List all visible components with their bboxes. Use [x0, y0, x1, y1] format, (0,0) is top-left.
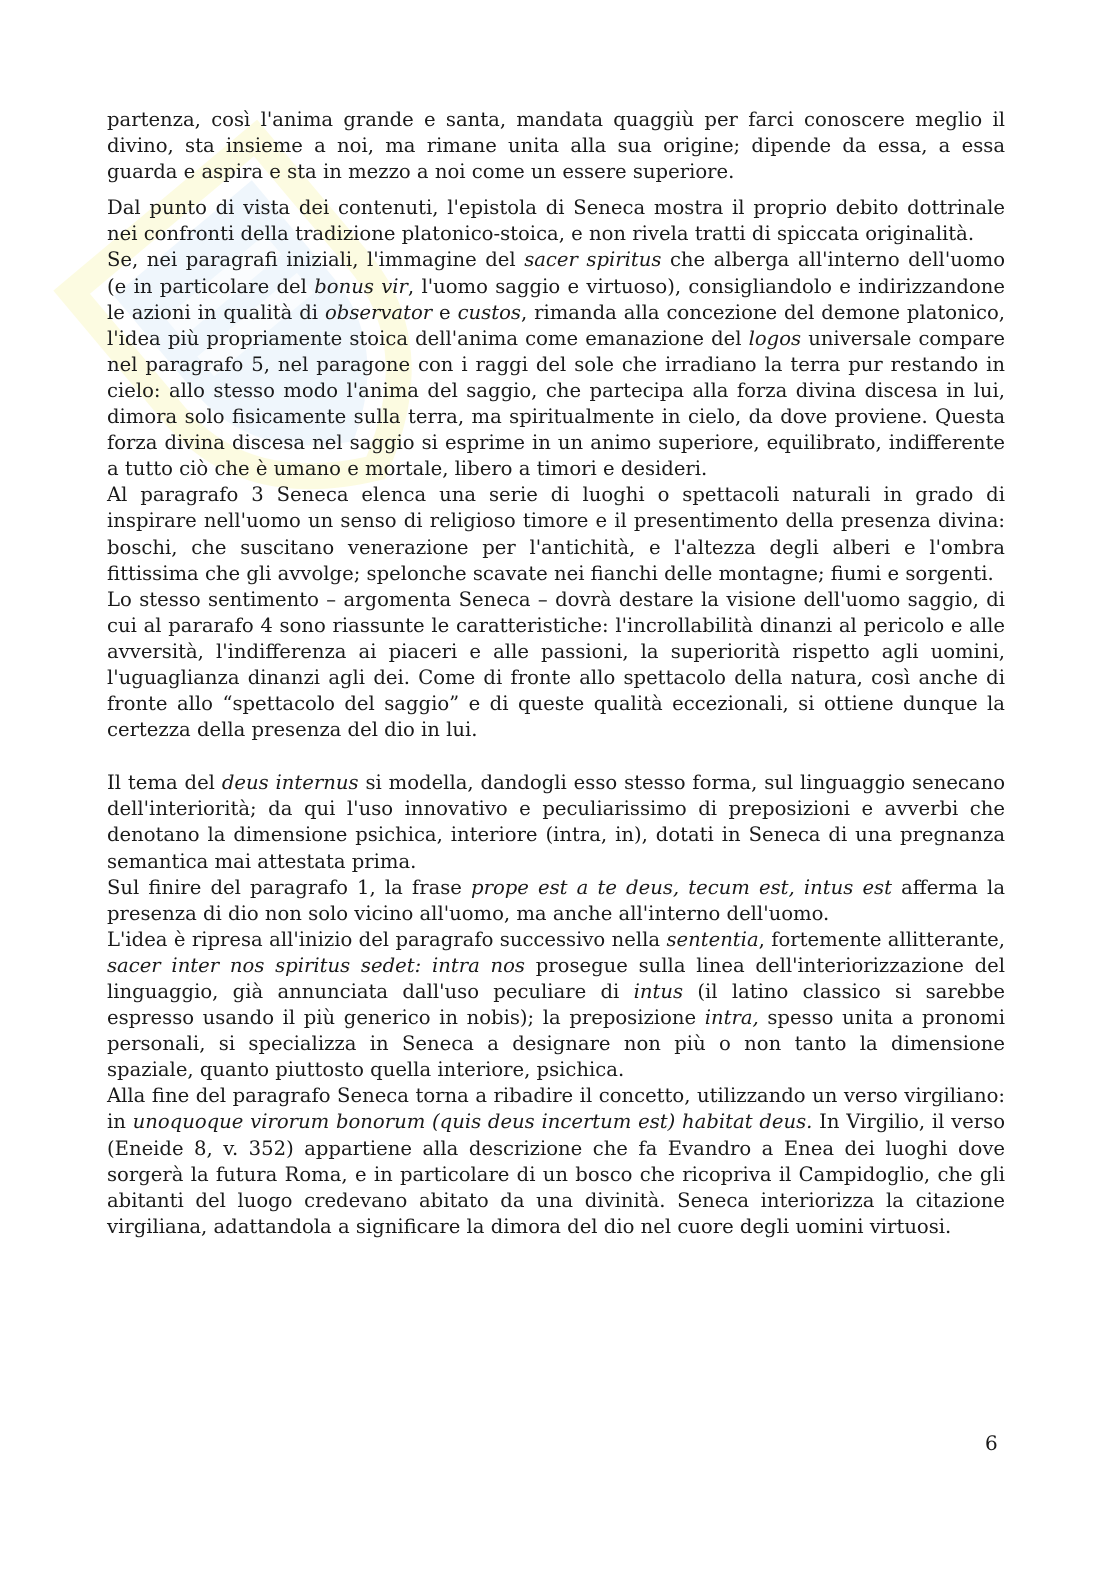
page-number: 6 — [985, 1431, 998, 1455]
italic-text: sententia — [666, 927, 759, 951]
text-run: e — [432, 300, 458, 324]
italic-text: logos — [748, 326, 802, 350]
text-run: Sul finire del paragrafo 1, la frase — [107, 875, 472, 899]
text-run: , rimanda alla concezione del demone platonico, l'idea più propriamente stoica dell'anima come emanazione del — [107, 300, 1005, 350]
italic-text: bonus vir — [314, 274, 408, 298]
text-run: spesso unita a pronomi personali, si specializza in Seneca a designare non più o non tanto la dimensione spaziale, quanto piuttosto quella interiore, psichica. — [107, 1006, 1005, 1082]
italic-text: observator — [324, 300, 433, 324]
text-run: che alberga all'interno dell'uomo (e in particolare del — [107, 248, 1005, 298]
italic-text: intra, — [704, 1006, 759, 1030]
text-run: Al paragrafo 3 Seneca elenca una serie di luoghi o spettacoli naturali in grado di inspirare nell'uomo un senso di religioso timore e il presentimento della presenza divina: boschi, che suscitano venerazione per l'antichità, e l'altezza degli alberi e l'ombra fittissima che gli avvolge; spelonche scavate nei fianchi delle montagne; fiumi e sorgenti. — [107, 483, 1005, 585]
body-paragraph — [107, 875, 1005, 927]
italic-text: intus — [633, 980, 684, 1003]
document-body — [107, 107, 1005, 1240]
body-paragraph — [107, 195, 1005, 247]
italic-text: sacer inter nos spiritus sedet: intra nos — [107, 953, 525, 977]
text-run: Il tema del — [107, 771, 222, 795]
body-paragraph — [107, 770, 1005, 874]
text-run: partenza, così l'anima grande e santa, mandata quaggiù per farci conoscere meglio il divino, sta insieme a noi, ma rimane unita alla sua origine; dipende da essa, a essa guarda e aspira e sta in mezzo a noi come un essere superiore. — [107, 108, 1005, 184]
text-run: , l'uomo saggio e virtuoso), consigliandolo e indirizzandone le azioni in qualità di — [107, 274, 1005, 324]
text-run: In Virgilio, il verso (Eneide 8, v. 352) appartiene alla descrizione che fa Evandro a Enea dei luoghi dove sorgerà la futura Roma, e in particolare di un bosco che ricopriva il Campidoglio, che gli abitanti del luogo credevano abitato da una divinità. Seneca interiorizza la citazione virgiliana, adattandola a significare la dimora del dio nel cuore degli uomini virtuosi. — [107, 1110, 1005, 1238]
text-run: Dal punto di vista dei contenuti, l'epistola di Seneca mostra il proprio debito dottrinale nei confronti della tradizione platonico-stoica, e non rivela tratti di spiccata originalità. — [107, 196, 1005, 246]
text-run: L'idea è ripresa all'inizio del paragrafo successivo nella — [107, 927, 667, 951]
text-run: prosegue sulla linea dell'interiorizzazione del linguaggio, già annunciata dall'uso peculiare di — [107, 953, 1005, 1003]
italic-text: sacer spiritus — [524, 248, 662, 272]
italic-text: unoquoque virorum bonorum (quis deus incertum est) habitat deus. — [132, 1110, 813, 1134]
italic-text: prope est a te deus, tecum est, intus est — [471, 875, 892, 899]
body-paragraph — [107, 482, 1005, 586]
italic-text: custos — [457, 300, 521, 324]
body-paragraph — [107, 1083, 1005, 1240]
text-run: si modella, dandogli esso stesso forma, sul linguaggio senecano dell'interiorità; da qui l'uso innovativo e peculiarissimo di preposizioni e avverbi che denotano la dimensione psichica, interiore (intra, in), dotati in Seneca di una pregnanza semantica mai attestata prima. — [107, 771, 1006, 873]
text-run: (il latino classico si sarebbe espresso usando il più generico in nobis); la preposizione — [107, 980, 1006, 1030]
text-run: afferma la presenza di dio non solo vicino all'uomo, ma anche all'interno dell'uomo. — [107, 875, 1005, 925]
body-paragraph — [107, 107, 1005, 185]
body-paragraph — [107, 927, 1005, 1084]
body-paragraph — [107, 247, 1005, 482]
text-run: Se, nei paragrafi iniziali, l'immagine del — [107, 248, 525, 272]
text-run: Lo stesso sentimento – argomenta Seneca – dovrà destare la visione dell'uomo saggio, di cui al pararafo 4 sono riassunte le caratteristiche: l'incrollabilità dinanzi al pericolo e alle avversità, l'indifferenza ai piaceri e alle passioni, la superiorità rispetto agli uomini, l'uguaglianza dinanzi agli dei. Come di fronte allo spettacolo della natura, così anche di fronte allo “spettacolo del saggio” e di queste qualità eccezionali, si ottiene dunque la certezza della presenza del dio in lui. — [107, 587, 1005, 742]
text-run: universale compare nel paragrafo 5, nel paragone con i raggi del sole che irradiano la terra pur restando in cielo: allo stesso modo l'anima del saggio, che partecipa alla forza divina discesa in lui, dimora solo fisicamente sulla terra, ma spiritualmente in cielo, da dove proviene. Questa forza divina discesa nel saggio si esprime in un animo superiore, equilibrato, indifferente a tutto ciò che è umano e mortale, libero a timori e desideri. — [107, 326, 1005, 481]
text-run: , fortemente allitterante, — [758, 927, 1005, 951]
italic-text: deus internus — [221, 771, 359, 795]
body-paragraph — [107, 587, 1005, 744]
text-run: Alla fine del paragrafo Seneca torna a ribadire il concetto, utilizzando un verso virgiliano: in — [107, 1084, 1005, 1134]
